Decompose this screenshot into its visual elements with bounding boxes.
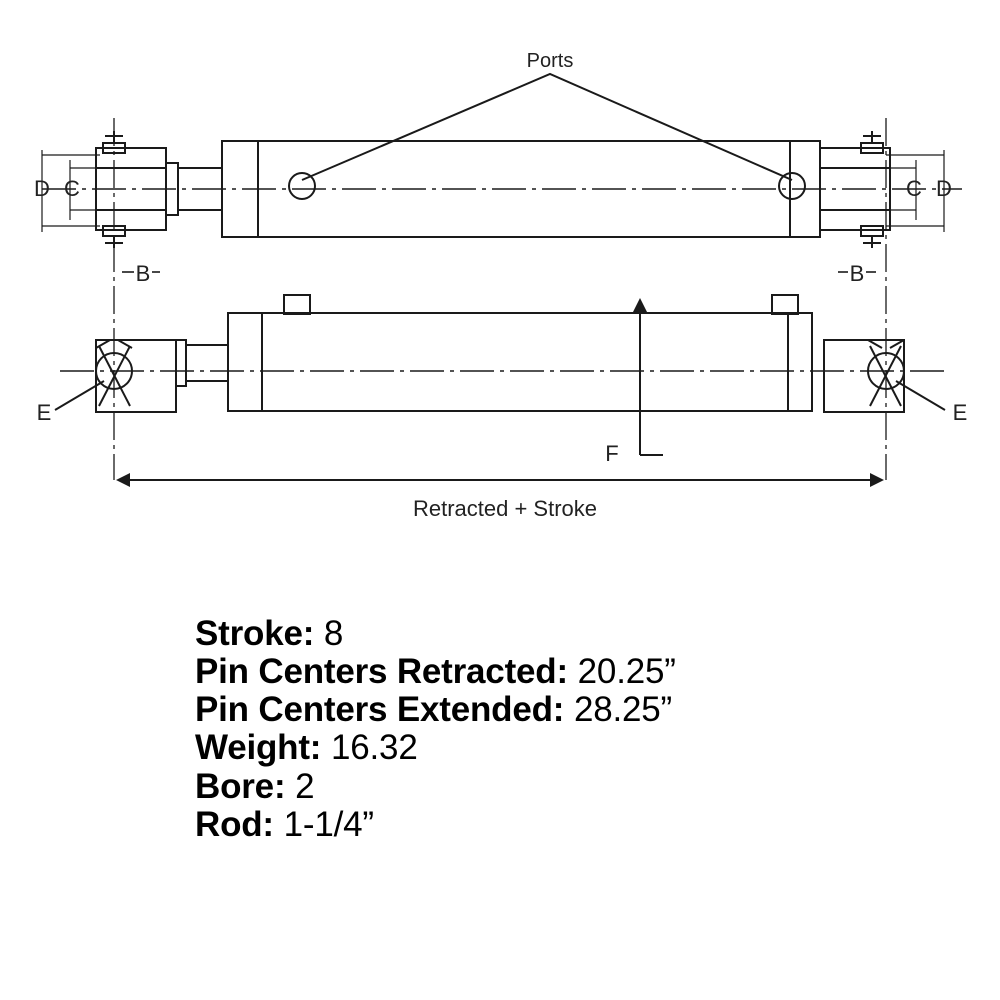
ports-leader xyxy=(302,74,792,180)
label-e-left: E xyxy=(36,400,52,425)
label-c-left: C xyxy=(64,176,80,201)
spec-value-pin-centers-retracted: 20.25” xyxy=(577,652,676,692)
label-b-left: B xyxy=(135,261,151,286)
spec-row-weight xyxy=(195,729,1000,767)
spec-row-pin-centers-extended xyxy=(195,691,1000,729)
label-c-right: C xyxy=(906,176,922,201)
spec-value-bore: 2 xyxy=(295,766,315,806)
label-d-right: D xyxy=(936,176,952,201)
mount-left-side xyxy=(96,340,176,412)
spec-label-pin-centers-retracted: Pin Centers Retracted: xyxy=(195,652,568,692)
spec-row-bore xyxy=(195,768,1000,806)
spec-list xyxy=(0,615,1000,844)
spec-label-pin-centers-extended: Pin Centers Extended: xyxy=(195,690,565,730)
port-boss-right xyxy=(772,295,798,314)
gland-side-view xyxy=(176,340,186,386)
label-b-right: B xyxy=(849,261,865,286)
spec-value-pin-centers-extended: 28.25” xyxy=(573,690,672,730)
spec-label-bore: Bore: xyxy=(195,766,286,806)
spec-row-rod xyxy=(195,806,1000,844)
label-ports: Ports xyxy=(526,50,574,72)
spec-value-rod: 1-1/4” xyxy=(283,804,374,844)
label-e-right: E xyxy=(952,400,968,425)
rod-side-view xyxy=(186,345,228,381)
label-d-left: D xyxy=(34,176,50,201)
specifications-panel xyxy=(0,615,1000,1000)
spec-label-weight: Weight: xyxy=(195,728,322,768)
port-boss-left xyxy=(284,295,310,314)
spec-value-stroke: 8 xyxy=(323,614,344,653)
spec-value-weight: 16.32 xyxy=(331,728,418,768)
spec-row-pin-centers-retracted xyxy=(195,653,1000,691)
mount-right-side xyxy=(824,340,904,412)
f-arrow-head xyxy=(633,298,647,312)
spec-label-rod: Rod: xyxy=(195,804,274,844)
label-f: F xyxy=(605,441,619,466)
barrel-side-view xyxy=(228,313,812,411)
label-retracted-plus-stroke: Retracted + Stroke xyxy=(412,496,598,521)
spec-row-stroke xyxy=(195,615,1000,653)
spec-label-stroke: Stroke: xyxy=(195,614,315,653)
